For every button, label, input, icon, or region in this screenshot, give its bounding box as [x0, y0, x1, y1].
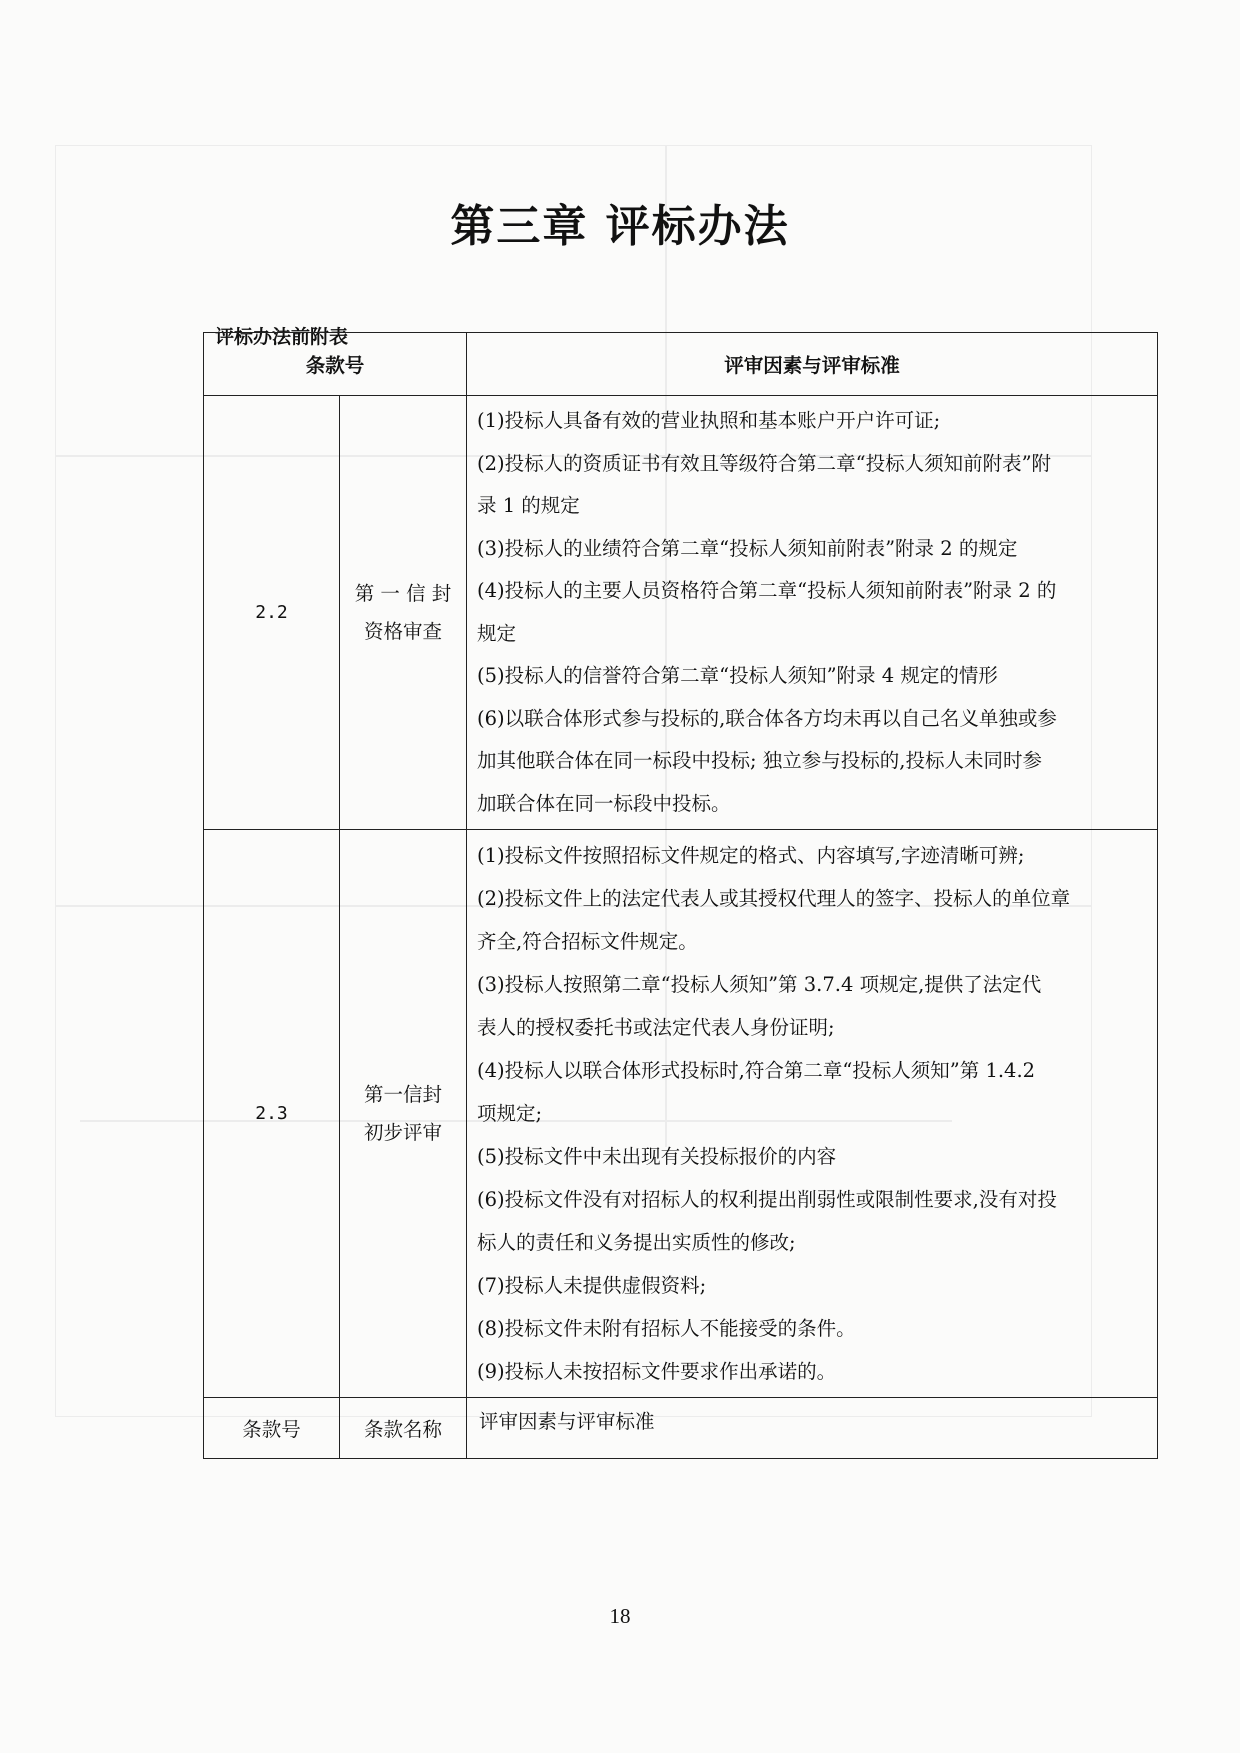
header-clause-no: 条款号	[204, 333, 467, 396]
criteria-cell	[467, 396, 1158, 830]
clause-number: 2.3	[204, 830, 340, 1398]
footer-clause-name: 条款名称	[340, 1398, 467, 1459]
criteria-line: (9)投标人未按招标文件要求作出承诺的。	[477, 1360, 837, 1383]
chapter-title: 第三章 评标办法	[450, 201, 790, 252]
criteria-line: 项规定;	[477, 1102, 543, 1125]
criteria-line: (8)投标文件未附有招标人不能接受的条件。	[477, 1317, 856, 1340]
clause-name-line: 第 一 信 封	[354, 581, 452, 605]
clause-name-line: 第一信封	[363, 1082, 442, 1106]
criteria-line: (4)投标人以联合体形式投标时,符合第二章“投标人须知”第 1.4.2	[477, 1059, 1036, 1082]
table-header-row	[204, 333, 1158, 396]
evaluation-table	[203, 332, 1158, 1459]
criteria-line: (4)投标人的主要人员资格符合第二章“投标人须知前附表”附录 2 的	[477, 579, 1057, 602]
criteria-cell	[467, 830, 1158, 1398]
table-caption: 评标办法前附表	[215, 326, 349, 348]
clause-name-line: 资格审查	[363, 619, 442, 643]
criteria-line: (3)投标人按照第二章“投标人须知”第 3.7.4 项规定,提供了法定代	[477, 973, 1042, 996]
criteria-line: (1)投标人具备有效的营业执照和基本账户开户许可证;	[477, 409, 941, 432]
table-row	[204, 396, 1158, 830]
criteria-line: 标人的责任和义务提出实质性的修改;	[477, 1231, 796, 1254]
page-number: 18	[609, 1604, 631, 1628]
criteria-line: 加联合体在同一标段中投标。	[477, 791, 731, 815]
criteria-line: (1)投标文件按照招标文件规定的格式、内容填写,字迹清晰可辨;	[477, 844, 1025, 867]
clause-name	[340, 830, 467, 1398]
criteria-line: (2)投标人的资质证书有效且等级符合第二章“投标人须知前附表”附	[477, 451, 1052, 475]
criteria-line: (7)投标人未提供虚假资料;	[477, 1274, 707, 1297]
criteria-line: (5)投标人的信誉符合第二章“投标人须知”附录 4 规定的情形	[477, 664, 998, 687]
clause-name	[340, 396, 467, 830]
table-footer-row	[204, 1398, 1158, 1459]
criteria-line: (6)以联合体形式参与投标的,联合体各方均未再以自己名义单独或参	[477, 706, 1057, 730]
clause-number: 2.2	[204, 396, 340, 830]
header-criteria: 评审因素与评审标准	[467, 333, 1158, 396]
footer-clause-no: 条款号	[204, 1398, 340, 1459]
criteria-line: 齐全,符合招标文件规定。	[477, 930, 698, 953]
criteria-line: 录 1 的规定	[477, 494, 580, 517]
footer-criteria: 评审因素与评审标准	[467, 1398, 1158, 1459]
criteria-line: 规定	[477, 621, 517, 645]
criteria-line: (6)投标文件没有对招标人的权利提出削弱性或限制性要求,没有对投	[477, 1188, 1057, 1211]
criteria-line: (5)投标文件中未出现有关投标报价的内容	[477, 1145, 837, 1168]
criteria-line: 表人的授权委托书或法定代表人身份证明;	[477, 1016, 835, 1039]
clause-name-line: 初步评审	[363, 1120, 442, 1144]
criteria-line: (3)投标人的业绩符合第二章“投标人须知前附表”附录 2 的规定	[477, 536, 1018, 560]
criteria-line: 加其他联合体在同一标段中投标; 独立参与投标的,投标人未同时参	[477, 749, 1042, 772]
criteria-line: (2)投标文件上的法定代表人或其授权代理人的签字、投标人的单位章	[477, 887, 1071, 910]
table-row	[204, 830, 1158, 1398]
